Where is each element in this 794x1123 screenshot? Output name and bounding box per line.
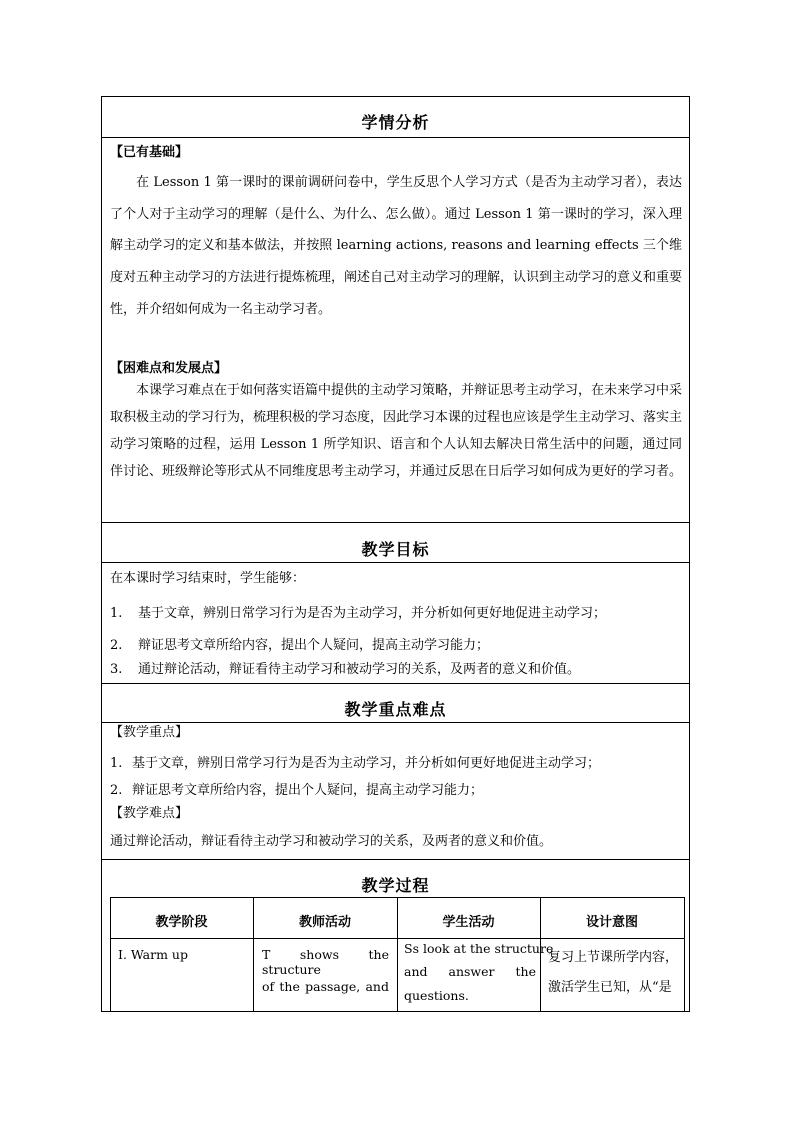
focus-label: 【教学重点】: [110, 725, 189, 740]
header-stage: 教学阶段: [155, 915, 208, 930]
difficulty-label: 【困难点和发展点】: [110, 361, 228, 376]
divider: [102, 859, 689, 860]
objective-number: 3.: [110, 662, 123, 677]
student-activity-line: and answer the: [404, 964, 536, 979]
process-table: [110, 897, 685, 1011]
objective-text: 基于文章，辨别日常学习行为是否为主动学习，并分析如何更好地促进主动学习；: [138, 606, 607, 621]
objectives-intro: 在本课时学习结束时，学生能够：: [110, 571, 306, 586]
objective-item: [110, 634, 489, 653]
section-title-objectives: 教学目标: [361, 540, 430, 559]
objective-item: [110, 658, 580, 677]
objective-text: 通过辩论活动，辩证看待主动学习和被动学习的关系，及两者的意义和价值。: [138, 662, 581, 677]
focus-number: 1.: [110, 756, 123, 771]
divider: [102, 137, 689, 138]
keypoint-difficulty-text: 通过辩论活动，辩证看待主动学习和被动学习的关系，及两者的意义和价值。: [110, 834, 553, 849]
divider: [102, 683, 689, 684]
focus-item: [110, 752, 600, 771]
divider: [102, 562, 689, 563]
section-title-process: 教学过程: [361, 876, 430, 895]
stage-cell: I. Warm up: [118, 947, 188, 962]
header-teacher-activity: 教师活动: [298, 915, 351, 930]
header-student-activity: 学生活动: [442, 915, 495, 930]
focus-text: 辩证思考文章所给内容，提出个人疑问，提高主动学习能力；: [132, 783, 484, 798]
focus-item: [110, 779, 483, 798]
section-title-keypoints: 教学重点难点: [344, 700, 447, 719]
objective-number: 1.: [110, 606, 123, 621]
focus-text: 基于文章，辨别日常学习行为是否为主动学习，并分析如何更好地促进主动学习；: [132, 756, 601, 771]
divider: [102, 522, 689, 523]
objective-item: [110, 602, 606, 621]
teacher-activity-line: of the passage, and: [262, 979, 389, 994]
design-intent-line: 复习上节课所学内容，: [548, 950, 679, 965]
student-activity-line: Ss look at the structure: [404, 941, 554, 956]
header-design-intent: 设计意图: [585, 915, 638, 930]
section-title-analysis: 学情分析: [361, 113, 430, 132]
lesson-plan-table: [101, 96, 690, 1012]
process-table-border: [684, 897, 685, 1011]
objective-text: 辩证思考文章所给内容，提出个人疑问，提高主动学习能力；: [138, 638, 490, 653]
design-intent-line: 激活学生已知，从“是: [548, 980, 672, 995]
basis-paragraph: 在 Lesson 1 第一课时的课前调研问卷中，学生反思个人学习方式（是否为主动学习者），表达了个人对于主动学习的理解（是什么、为什么、怎么做）。通过 Lesson 1 第一课时的学习，深入理解主动学习的定义和基本做法，并按照 learning actions, reasons and learning effects 三个维度对五种主动学习的方法进行提炼梳理，阐述自己对主动学习的理解，认识到主动学习的意义和重要性，并介绍如何成为一名主动学习者。: [110, 175, 683, 317]
student-activity-line: questions.: [404, 988, 469, 1003]
difficulty-paragraph: 本课学习难点在于如何落实语篇中提供的主动学习策略，并辩证思考主动学习，在未来学习中采取积极主动的学习行为，梳理积极的学习态度，因此学习本课的过程也应该是学生主动学习、落实主动学习策略的过程，运用 Lesson 1 所学知识、语言和个人认知去解决日常生活中的问题，通过同伴讨论、班级辩论等形式从不同维度思考主动学习，并通过反思在日后学习如何成为更好的学习者。: [110, 383, 683, 479]
basis-label: 【已有基础】: [110, 145, 189, 160]
objective-number: 2.: [110, 638, 123, 653]
teacher-activity-line: T shows the structure: [262, 947, 389, 977]
focus-number: 2.: [110, 783, 123, 798]
keypoint-difficulty-label: 【教学难点】: [110, 806, 189, 821]
divider: [102, 722, 689, 723]
